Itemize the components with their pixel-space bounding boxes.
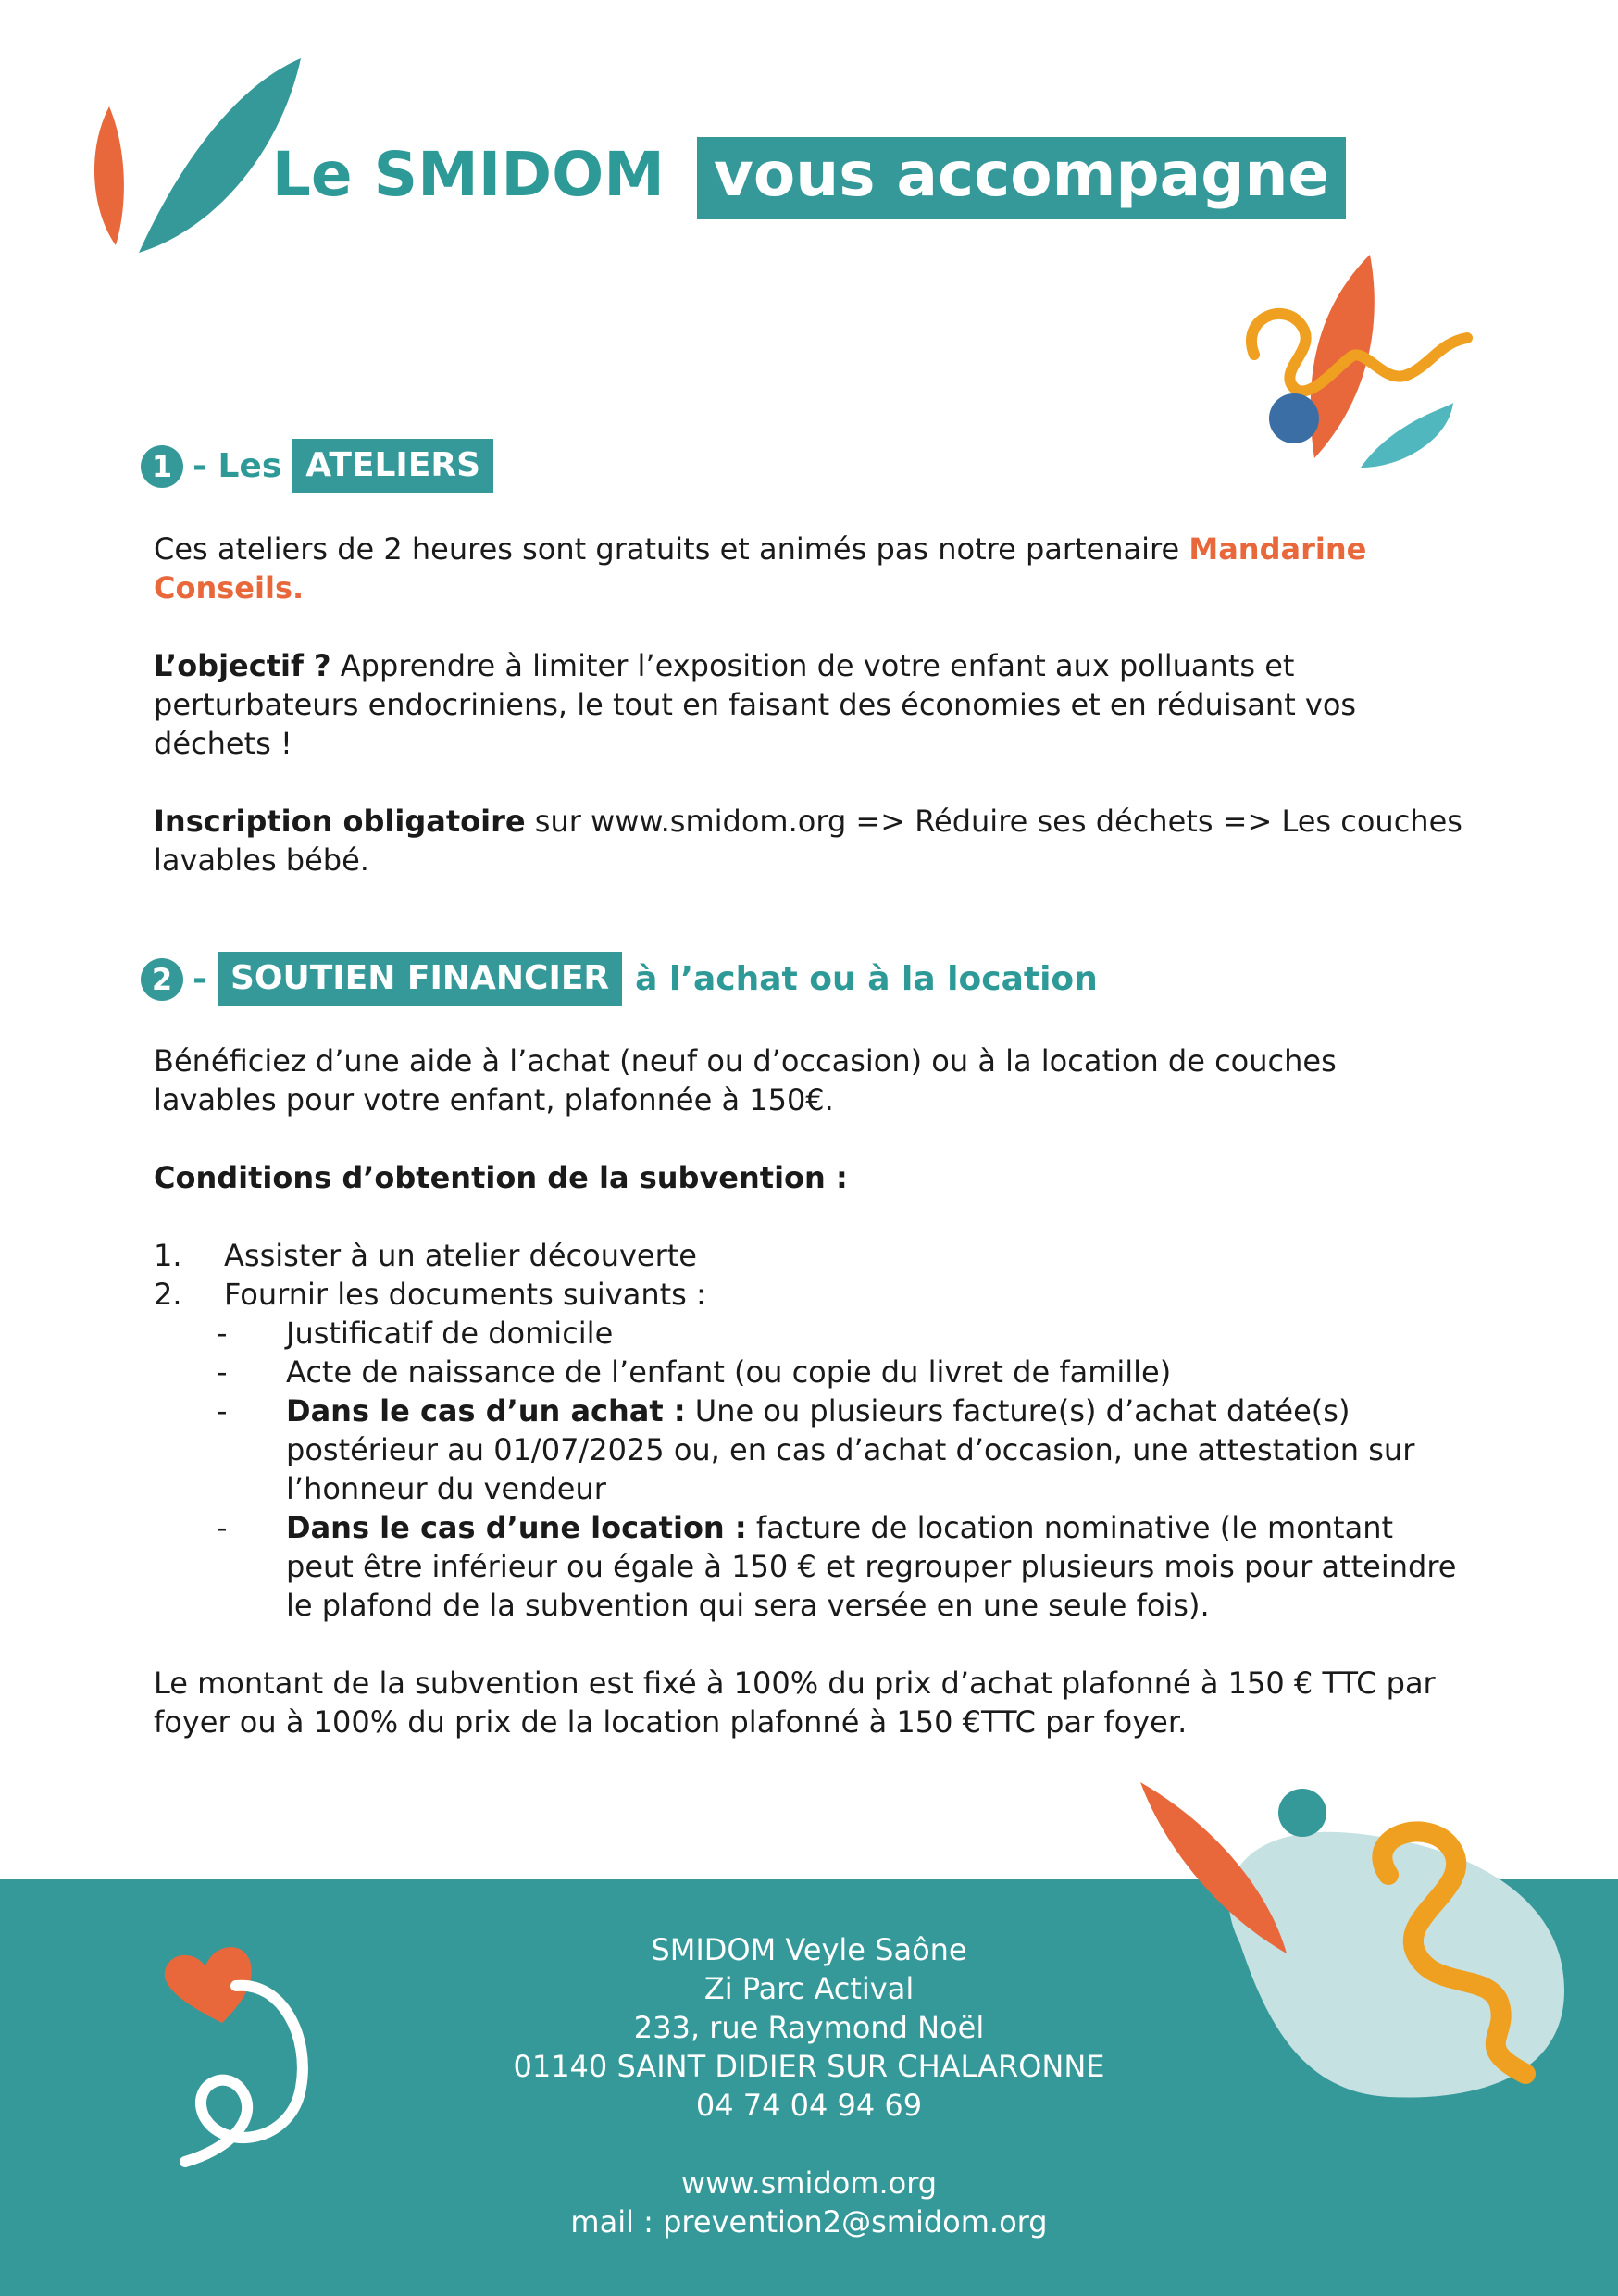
section2-highlight: SOUTIEN FINANCIER [218, 952, 622, 1006]
section1-highlight: ATELIERS [292, 439, 493, 493]
section1-paragraph2 [154, 646, 1468, 763]
footer-contact [0, 1930, 1618, 2241]
section1-header [141, 439, 506, 493]
page-title [0, 139, 1618, 210]
section2-header [141, 952, 1098, 1006]
conditions-title-text: Conditions d’obtention de la subvention : [154, 1160, 848, 1195]
section1-paragraph3 [154, 802, 1468, 880]
section1-paragraph1 [154, 530, 1468, 607]
sublist-item [154, 1314, 1468, 1353]
section1-prefix: - Les [193, 447, 282, 485]
section2-intro: Bénéficiez d’une aide à l’achat (neuf ou d’occasion) ou à la location de couches lavables pour votre enfant, plafonnée à 150€. [154, 1043, 1337, 1117]
list-item-number: 1. [154, 1238, 182, 1273]
squiggle-decoration-top-right [1236, 245, 1476, 477]
list-item [154, 1236, 1468, 1275]
registration-text: sur www.smidom.org => Réduire ses déchets => Les couches lavables bébé. [154, 804, 1462, 878]
section2-number: 2 [141, 958, 183, 1001]
conditions-title [154, 1158, 1468, 1197]
title-highlight: vous accompagne [697, 137, 1346, 219]
footer-email-link[interactable]: mail : prevention2@smidom.org [570, 2204, 1048, 2240]
section1-body [154, 530, 1468, 880]
list-item [154, 1275, 1468, 1314]
footer-phone: 04 74 04 94 69 [695, 2088, 923, 2123]
list-item-text: Assister à un atelier découverte [224, 1238, 697, 1273]
section2-body [154, 1042, 1468, 1741]
conditions-list [154, 1236, 1468, 1625]
sublist-bold: Dans le cas d’un achat : [286, 1393, 686, 1429]
objective-text: Apprendre à limiter l’exposition de votre enfant aux polluants et perturbateurs endocriniens, le tout en faisant des économies et en réduisant vos déchets ! [154, 648, 1357, 761]
sublist-bold: Dans le cas d’une location : [286, 1510, 747, 1545]
sublist-item [154, 1353, 1468, 1391]
footer-org-name: SMIDOM Veyle Saône [651, 1932, 967, 1967]
section2-closing: Le montant de la subvention est fixé à 100% du prix d’achat plafonné à 150 € TTC par foyer ou à 100% du prix de la location plafonné à 150 €TTC par foyer. [154, 1666, 1436, 1740]
p1-text: Ces ateliers de 2 heures sont gratuits et animés pas notre partenaire [154, 531, 1189, 567]
partner-name: Mandarine Conseils. [154, 531, 1367, 605]
list-item-text: Fournir les documents suivants : [224, 1277, 706, 1312]
sublist-text: Une ou plusieurs facture(s) d’achat datée(s) postérieur au 01/07/2025 ou, en cas d’achat d’occasion, une attestation sur l’honneur du vendeur [286, 1393, 1415, 1506]
sublist-text: facture de location nominative (le montant peut être inférieur ou égale à 150 € et regrouper plusieurs mois pour atteindre le plafond de la subvention qui sera versée en une seule fois). [286, 1510, 1457, 1623]
sublist-text: Justificatif de domicile [286, 1316, 614, 1351]
list-item-number: 2. [154, 1277, 182, 1312]
title-part1: Le SMIDOM [271, 139, 665, 210]
section1-number: 1 [141, 445, 183, 488]
sublist-item [154, 1508, 1468, 1625]
footer-city: 01140 SAINT DIDIER SUR CHALARONNE [513, 2049, 1105, 2084]
sublist-text: Acte de naissance de l’enfant (ou copie du livret de famille) [286, 1354, 1172, 1390]
footer-address2: 233, rue Raymond Noël [633, 2010, 985, 2045]
sublist-bullet: - [217, 1316, 228, 1351]
sublist-bullet: - [217, 1510, 228, 1545]
objective-label: L’objectif ? [154, 648, 331, 683]
footer-address1: Zi Parc Actival [703, 1971, 915, 2006]
section2-suffix: à l’achat ou à la location [635, 960, 1098, 998]
sublist-bullet: - [217, 1393, 228, 1429]
sublist-bullet: - [217, 1354, 228, 1390]
sublist-item [154, 1391, 1468, 1508]
section2-prefix: - [193, 960, 206, 998]
footer-website-link[interactable]: www.smidom.org [680, 2165, 938, 2201]
registration-label: Inscription obligatoire [154, 804, 526, 839]
